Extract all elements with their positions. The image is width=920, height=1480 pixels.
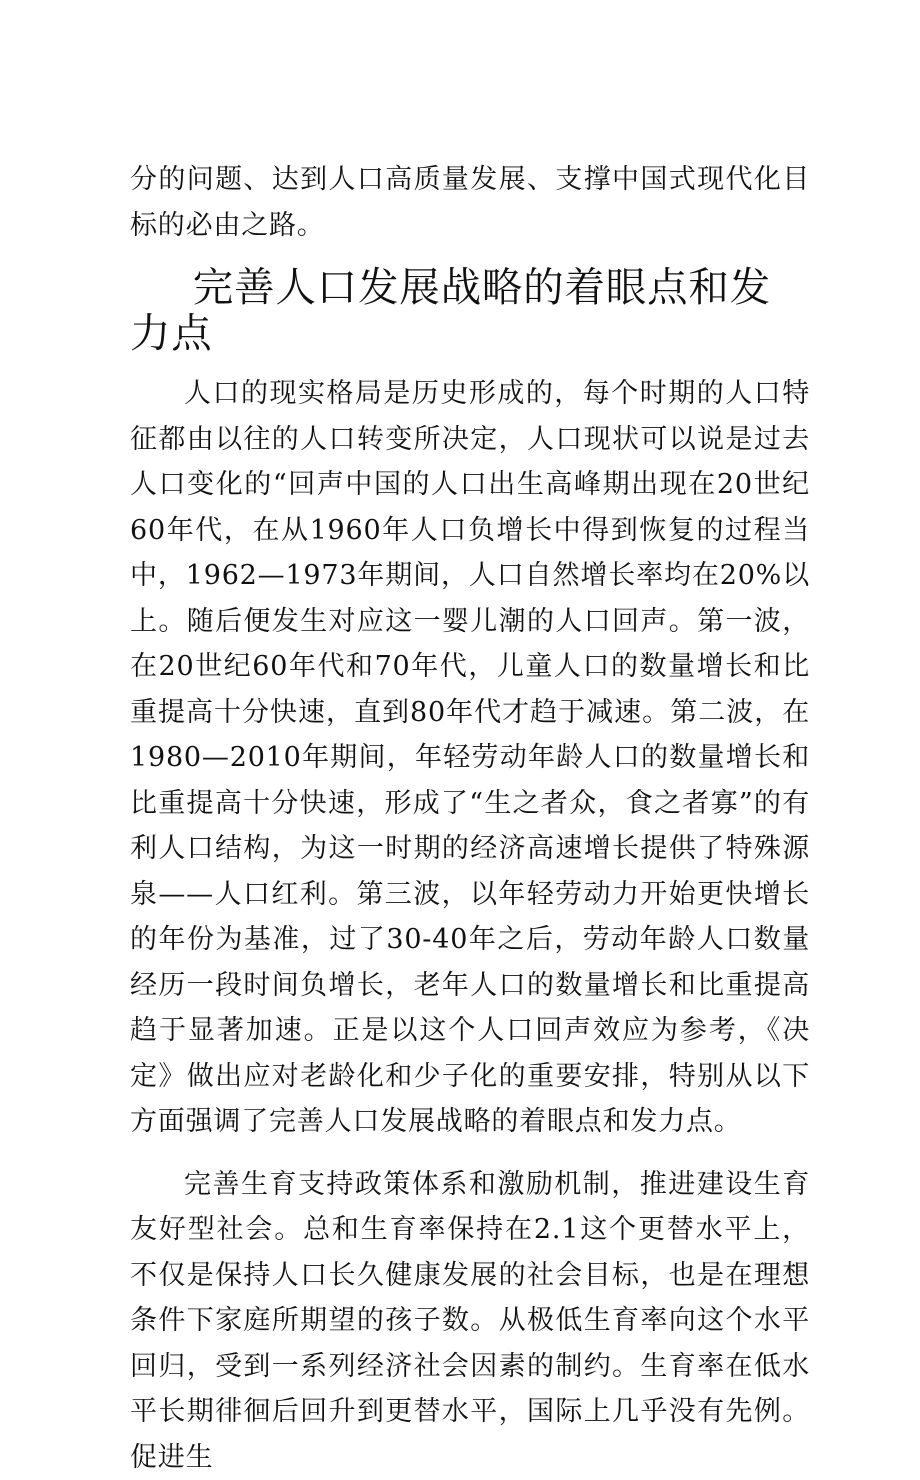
paragraph-population-echo: 人口的现实格局是历史形成的，每个时期的人口特征都由以往的人口转变所决定，人口现状可以说是过去人口变化的“回声中国的人口出生高峰期出现在20世纪60年代，在从1960年人口负增长中得到恢复的过程当中，1962—1973年期间，人口自然增长率均在20%以上。随后便发生对应这一婴儿潮的人口回声。第一波，在20世纪60年代和70年代，儿童人口的数量增长和比重提高十分快速，直到80年代才趋于减速。第二波，在1980—2010年期间，年轻劳动年龄人口的数量增长和比重提高十分快速，形成了“生之者众，食之者寡”的有利人口结构，为这一时期的经济高速增长提供了特殊源泉——人口红利。第三波，以年轻劳动力开始更快增长的年份为基准，过了30-40年之后，劳动年龄人口数量经历一段时间负增长，老年人口的数量增长和比重提高趋于显著加速。正是以这个人口回声效应为参考，《决定》做出应对老龄化和少子化的重要安排，特别从以下方面强调了完善人口发展战略的着眼点和发力点。 (130, 371, 810, 1145)
paragraph-fertility-support: 完善生育支持政策体系和激励机制，推进建设生育友好型社会。总和生育率保持在2.1这个更替水平上，不仅是保持人口长久健康发展的社会目标，也是在理想条件下家庭所期望的孩子数。从极低生育率向这个水平回归，受到一系列经济社会因素的制约。生育率在低水平长期徘徊后回升到更替水平，国际上几乎没有先例。促进生 (130, 1162, 810, 1480)
section-heading: 完善人口发展战略的着眼点和发力点 (130, 265, 810, 356)
document-page (130, 157, 810, 1480)
paragraph-continuation: 分的问题、达到人口高质量发展、支撑中国式现代化目标的必由之路。 (130, 157, 810, 248)
